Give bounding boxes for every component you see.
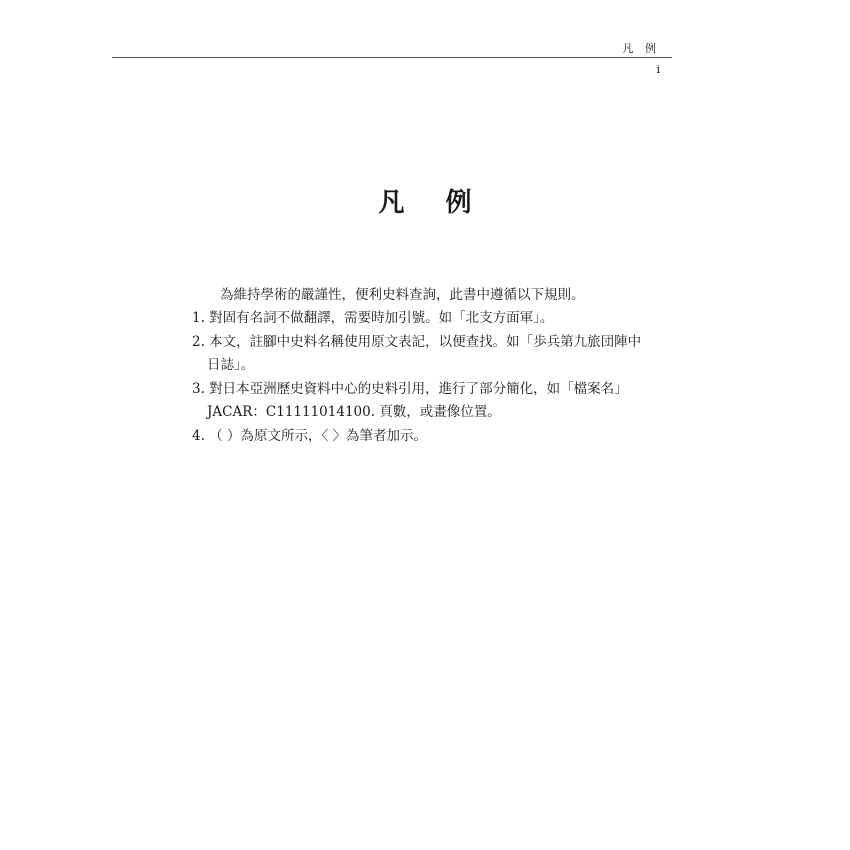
rule-item-3 <box>192 378 672 425</box>
rule-item-2 <box>192 331 672 378</box>
header-rule <box>112 57 672 58</box>
rule-line: 2. 本文，註腳中史料名稱使用原文表記，以便查找。如「歩兵第九旅団陣中 <box>192 333 642 350</box>
rule-line: 3. 對日本亞洲歷史資料中心的史料引用，進行了部分簡化，如「檔案名」 <box>192 380 628 397</box>
rule-line: 4. （ ）為原文所示，〈 〉為筆者加示。 <box>192 427 428 444</box>
rule-continuation: 日誌」。 <box>207 357 255 373</box>
rule-item-1 <box>192 307 672 331</box>
running-head: 凡 例 <box>622 42 660 55</box>
page-title: 凡 例 <box>378 188 488 218</box>
page-number: i <box>656 63 660 76</box>
rule-line: 1. 對固有名詞不做翻譯，需要時加引號。如「北支方面軍」。 <box>192 310 554 326</box>
intro-paragraph: 為維持學術的嚴謹性，便利史料查詢，此書中遵循以下規則。 <box>220 287 585 303</box>
rules-list <box>192 307 672 448</box>
rule-item-4 <box>192 425 672 449</box>
rule-continuation: JACAR：C11111014100. 頁數，或畫像位置。 <box>207 404 501 420</box>
